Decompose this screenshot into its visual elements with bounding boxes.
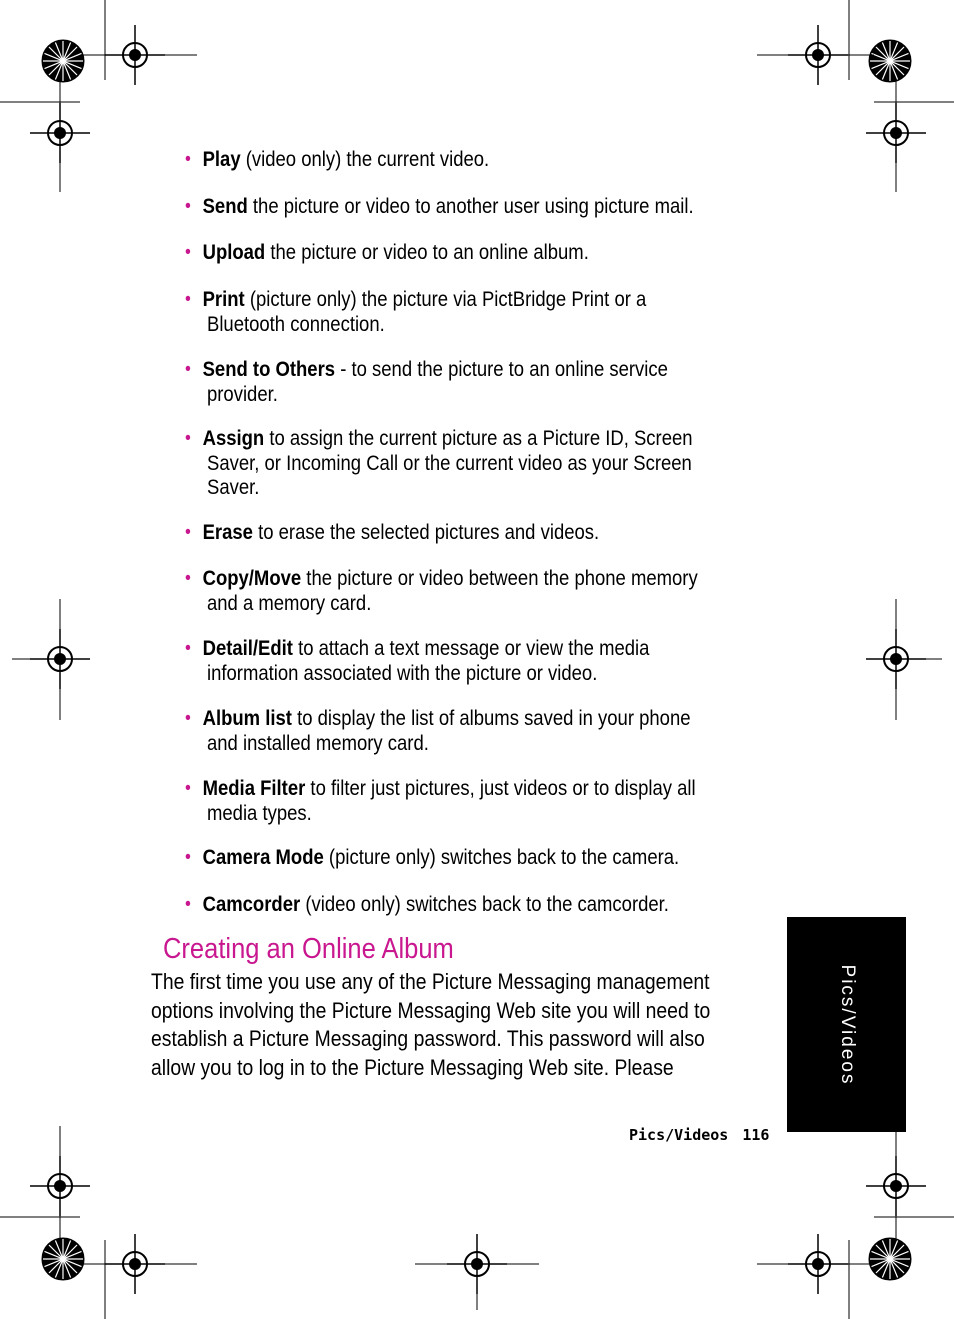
list-item xyxy=(185,194,704,219)
option-description: to erase the selected pictures and videos. xyxy=(252,521,600,544)
option-description-continued: and installed memory card. xyxy=(207,732,429,755)
section-heading: Creating an Online Album xyxy=(163,933,454,965)
list-item xyxy=(185,357,704,407)
list-item xyxy=(185,520,704,545)
option-description-continued: Saver, or Incoming Call or the current video as your Screen xyxy=(207,451,692,475)
registration-sunburst-icon xyxy=(869,40,911,82)
option-description-continued: provider. xyxy=(207,383,278,406)
option-description: to display the list of albums saved in your phone xyxy=(291,707,691,730)
option-description: the picture or video to another user using picture mail. xyxy=(247,195,694,218)
bullet-icon: • xyxy=(185,638,191,659)
list-item xyxy=(185,566,704,616)
bullet-icon: • xyxy=(185,778,191,799)
registration-sunburst-icon xyxy=(42,1238,84,1280)
option-description: (picture only) switches back to the camera. xyxy=(323,846,680,869)
option-description-continued: and a memory card. xyxy=(207,592,372,615)
option-name: Camcorder xyxy=(202,893,301,916)
option-name: Send xyxy=(202,195,248,218)
option-description-continued: information associated with the picture or video. xyxy=(207,662,598,685)
option-name: Assign xyxy=(202,427,265,450)
list-item xyxy=(185,776,704,826)
option-description: - to send the picture to an online service xyxy=(335,358,668,381)
bullet-icon: • xyxy=(185,359,191,380)
paragraph-line: The first time you use any of the Picture Messaging management xyxy=(151,969,710,994)
list-item xyxy=(185,636,704,686)
section-side-tab xyxy=(787,917,906,1132)
bullet-icon: • xyxy=(185,289,191,310)
list-item xyxy=(185,845,704,870)
option-name: Media Filter xyxy=(202,777,306,800)
body-paragraph xyxy=(151,968,758,1082)
option-name: Play xyxy=(202,148,241,171)
list-item xyxy=(185,287,704,337)
option-description-continued: Bluetooth connection. xyxy=(207,313,385,336)
list-item xyxy=(185,240,704,265)
option-name: Print xyxy=(202,288,245,311)
option-description: (picture only) the picture via PictBridge Print or a xyxy=(244,288,647,311)
paragraph-line: options involving the Picture Messaging Web site you will need to xyxy=(151,997,711,1023)
option-name: Copy/Move xyxy=(202,567,302,590)
paragraph-line: establish a Picture Messaging password. This password will also xyxy=(151,1026,705,1051)
option-description: (video only) switches back to the camcorder. xyxy=(300,893,669,916)
page-number: 116 xyxy=(742,1126,770,1144)
paragraph-line: allow you to log in to the Picture Messaging Web site. Please xyxy=(151,1054,674,1080)
option-description-continued: media types. xyxy=(207,802,312,825)
option-description: to attach a text message or view the media xyxy=(292,637,650,660)
option-name: Send to Others xyxy=(202,358,336,381)
side-tab-label: Pics/Videos xyxy=(836,964,858,1085)
footer-section-name: Pics/Videos xyxy=(629,1126,729,1144)
bullet-icon: • xyxy=(185,522,191,543)
bullet-icon: • xyxy=(185,708,191,729)
bullet-icon: • xyxy=(185,242,191,263)
option-description-continued: Saver. xyxy=(207,476,260,499)
list-item xyxy=(185,706,704,756)
option-description: to assign the current picture as a Picture ID, Screen xyxy=(264,427,693,450)
page-footer xyxy=(629,1126,769,1144)
list-item xyxy=(185,147,704,172)
option-description: to filter just pictures, just videos or to display all xyxy=(305,777,696,800)
option-description: the picture or video between the phone memory xyxy=(301,567,698,590)
bullet-icon: • xyxy=(185,847,191,868)
bullet-icon: • xyxy=(185,196,191,217)
bullet-icon: • xyxy=(185,894,191,915)
option-name: Album list xyxy=(202,707,292,730)
bullet-icon: • xyxy=(185,428,191,449)
option-description: (video only) the current video. xyxy=(240,148,490,171)
option-name: Upload xyxy=(202,241,266,264)
list-item xyxy=(185,427,704,501)
bullet-icon: • xyxy=(185,568,191,589)
registration-sunburst-icon xyxy=(869,1238,911,1280)
option-name: Detail/Edit xyxy=(202,637,293,660)
option-description: the picture or video to an online album. xyxy=(265,241,589,264)
option-name: Camera Mode xyxy=(202,846,324,869)
list-item xyxy=(185,892,704,917)
registration-sunburst-icon xyxy=(42,40,84,82)
bullet-icon: • xyxy=(185,149,191,170)
option-name: Erase xyxy=(202,521,253,544)
